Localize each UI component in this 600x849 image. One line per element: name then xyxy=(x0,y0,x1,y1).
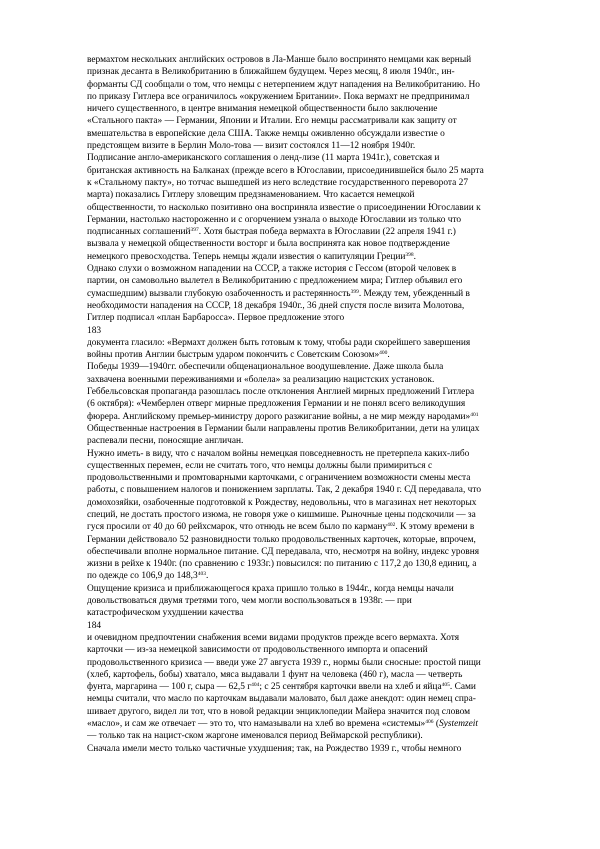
line-text: признак десанта в Великобританию в ближайшем будущем. Через месяц, 8 июля 1940г., ин- xyxy=(87,67,455,78)
text-line xyxy=(87,730,519,742)
line-text: общественности, то насколько позитивно она восприняла известие о присоединении Югославии к xyxy=(87,202,481,213)
text-line xyxy=(87,681,519,693)
footnote-ref: 399 xyxy=(350,288,359,295)
line-text: вмешательства в европейские дела США. Также немцы оживленно обсуждали известие о xyxy=(87,128,445,139)
text-line xyxy=(87,423,519,435)
text-line xyxy=(87,743,519,755)
text-line xyxy=(87,460,519,472)
text-line xyxy=(87,484,519,496)
text-line xyxy=(87,644,519,656)
footnote-ref: 405 xyxy=(441,682,450,689)
line-text: (6 октября): «Чемберлен отверг мирные предложения Германии и не понял всего великодушия xyxy=(87,399,466,410)
line-text: . xyxy=(205,571,209,582)
line-text: Ощущение кризиса и приближающегося краха пришло только в 1944г., когда немцы начали xyxy=(87,583,454,594)
line-text: ( xyxy=(433,719,439,730)
text-line xyxy=(87,448,519,460)
text-line xyxy=(87,214,519,226)
line-text: Гитлер подписал «план Барбаросса». Первое предложение этого xyxy=(87,313,345,324)
text-line xyxy=(87,226,519,238)
line-text: британская активность на Балканах (прежде всего в Югославии, присоединившейся было 25 марта xyxy=(87,165,484,176)
line-text: Победы 1939—1940гг. обеспечили общенациональное воодушевление. Даже школа была xyxy=(87,362,444,373)
footnote-ref: 402 xyxy=(387,522,396,529)
line-text: . Между тем, убежденный в xyxy=(358,288,470,299)
line-text: необходимости нападения на СССР, 18 декабря 1940г., 36 дней спустя после визита Молотова, xyxy=(87,300,465,311)
footnote-ref: 400 xyxy=(379,350,388,357)
text-line xyxy=(87,263,519,275)
text-line xyxy=(87,583,519,595)
text-line xyxy=(87,91,519,103)
text-line xyxy=(87,632,519,644)
text-line xyxy=(87,152,519,164)
text-line xyxy=(87,54,519,66)
line-text: Геббельсовская пропаганда разошлась после отклонения Англией мирных предложений Гитлера xyxy=(87,387,475,398)
page-number xyxy=(87,325,519,337)
footnote-ref: 406 xyxy=(425,719,434,726)
line-text: марта) показались Гитлеру зловещим предзнаменованием. Что касается немецкой xyxy=(87,190,415,201)
text-line xyxy=(87,238,519,250)
text-line xyxy=(87,361,519,373)
line-text: шивает другого, видел ли тот, что в новой редакции энциклопедии Майера значится под словом xyxy=(87,706,471,717)
line-text: — только так на нацист-ском жаргоне именовался период Веймарской республики). xyxy=(87,731,423,742)
text-line xyxy=(87,657,519,669)
line-text: . xyxy=(387,350,390,361)
line-text: существенных перемен, если не считать того, что немцы должны были примириться с xyxy=(87,460,433,471)
line-text: Германии, настолько настороженно и с огорчением узнала о выходе Югославии из только что xyxy=(87,214,462,225)
line-text: 183 xyxy=(87,325,102,336)
text-line xyxy=(87,706,519,718)
footnote-ref: 397 xyxy=(190,227,199,234)
line-text: Общественные настроения в Германии были направлены против Великобритании, дети на улицах xyxy=(87,423,480,434)
text-line xyxy=(87,337,519,349)
text-line xyxy=(87,472,519,484)
line-text: довольствоваться двумя третями того, чем могли воспользоваться в 1938г. — при xyxy=(87,596,412,607)
line-text: продовольственного кризиса — введи уже 27 августа 1939 г., нормы были сносные: простой пищи xyxy=(87,657,481,668)
line-text: к «Стальному пакту», но тотчас вышедшей из него вследствие государственного переворота 27 xyxy=(87,177,469,188)
text-line xyxy=(87,497,519,509)
text-line xyxy=(87,288,519,300)
line-text: продовольственными и промтоварными карточками, с ограничением возможности смены места xyxy=(87,473,471,484)
text-line xyxy=(87,386,519,398)
line-text: предстоящем визите в Берлин Моло-това — визит состоялся 11—12 ноября 1940г. xyxy=(87,141,416,152)
line-text: Германии действовало 52 разновидности только продовольственных карточек, которые, впрочем, xyxy=(87,534,476,545)
line-text: фунта, маргарина — 100 г, сыра — 62,5 г xyxy=(87,682,252,693)
line-text: работы, с повышением налогов и понижением зарплаты. Так, 2 декабря 1940 г. СД передавала, что xyxy=(87,485,482,496)
line-text: документа гласило: «Вермахт должен быть готовым к тому, чтобы ради скорейшего завершения xyxy=(87,337,471,348)
line-text: домохозяйки, озабоченные подготовкой к Рождеству, недовольны, что в магазинах нет некоторых xyxy=(87,497,477,508)
footnote-ref: 404 xyxy=(251,682,260,689)
text-line xyxy=(87,411,519,423)
line-text: подписанных соглашений xyxy=(87,227,191,238)
text-line xyxy=(87,398,519,410)
line-text: Нужно иметь- в виду, что с началом войны немецкая повседневность не претерпела каких-либо xyxy=(87,448,470,459)
text-line xyxy=(87,300,519,312)
line-text: обеспечивали вполне нормальное питание. СД передавала, что, несмотря на войну, индекс уровня xyxy=(87,546,480,557)
text-line xyxy=(87,312,519,324)
text-line xyxy=(87,349,519,361)
line-text: фюрера. Английскому премьер-министру дорого разжигание войны, а не мир между народами» xyxy=(87,411,471,422)
footnote-ref: 401 xyxy=(470,411,479,418)
line-text: форманты СД сообщали о том, что немцы с нетерпением ждут нападения на Великобританию. Но xyxy=(87,79,480,90)
page-number xyxy=(87,620,519,632)
text-line xyxy=(87,669,519,681)
line-text: специй, не достать простого изюма, не говоря уже о кишмише. Рыночные цены подскочили — за xyxy=(87,509,476,520)
line-text: жизни в рейхе к 1940г. (по сравнению с 1933г.) повысился: по питанию с 117,2 до 130,8 единиц, а xyxy=(87,559,477,570)
line-text: гуся просили от 40 до 60 рейхсмарок, что отнюдь не всем было по карману xyxy=(87,522,388,533)
line-text: «масло», и сам же отвечает — это то, что намазывали на хлеб во времена «системы» xyxy=(87,719,426,730)
text-line xyxy=(87,177,519,189)
text-line xyxy=(87,66,519,78)
document-page xyxy=(87,54,519,755)
line-text: ; с 25 сентября карточки ввели на хлеб и яйца xyxy=(259,682,442,693)
text-line xyxy=(87,558,519,570)
text-line xyxy=(87,570,519,582)
line-text: 184 xyxy=(87,620,102,631)
line-text: карточки — из-за немецкой зависимости от продовольственного импорта и опасений xyxy=(87,645,428,656)
line-text: (хлеб, картофель, бобы) хватало, мяса выдавали 1 фунт на человека (460 г), масла — четверть xyxy=(87,669,463,680)
line-text: вызвала у немецкой общественности восторг и была воспринята как новое подтверждение xyxy=(87,239,450,250)
text-line xyxy=(87,374,519,386)
footnote-ref: 403 xyxy=(197,571,206,578)
text-line xyxy=(87,546,519,558)
italic-term: Systemzeit xyxy=(438,719,479,730)
line-text: . Хотя быстрая победа вермахта в Югославии (22 апреля 1941 г.) xyxy=(198,227,456,238)
line-text: Подписание англо-американского соглашения о ленд-лизе (11 марта 1941г.), советская и xyxy=(87,153,440,164)
line-text: распевали песни, поносящие англичан. xyxy=(87,436,244,447)
line-text: захвачена военными переживаниями и «болела» за реализацию нацистских установок. xyxy=(87,374,435,385)
text-line xyxy=(87,165,519,177)
text-line xyxy=(87,115,519,127)
text-line xyxy=(87,595,519,607)
line-text: . xyxy=(413,251,417,262)
text-line xyxy=(87,275,519,287)
line-text: . К этому времени в xyxy=(395,522,475,533)
text-line xyxy=(87,79,519,91)
text-line xyxy=(87,202,519,214)
footnote-ref: 398 xyxy=(405,251,414,258)
line-text: Однако слухи о возможном нападении на СССР, а также история с Гессом (второй человек в xyxy=(87,264,457,275)
text-line xyxy=(87,103,519,115)
text-line xyxy=(87,128,519,140)
text-line xyxy=(87,189,519,201)
line-text: по приказу Гитлера все ограничилось «окружением Британии». Пока вермахт не предпринимал xyxy=(87,91,470,102)
text-line xyxy=(87,718,519,730)
text-line xyxy=(87,251,519,263)
text-line xyxy=(87,693,519,705)
line-text: сумасшедшим) вызвали глубокую озабоченность и растерянность xyxy=(87,288,351,299)
text-line xyxy=(87,435,519,447)
line-text: партии, он самовольно вылетел в Великобританию с предложением мира; Гитлер объявил его xyxy=(87,276,463,287)
line-text: «Стального пакта» — Германии, Японии и Италии. Его немцы рассматривали как защиту от xyxy=(87,116,457,127)
text-line xyxy=(87,534,519,546)
text-line xyxy=(87,607,519,619)
text-line xyxy=(87,140,519,152)
line-text: войны против Англии быстрым ударом покончить с Советским Союзом» xyxy=(87,350,380,361)
line-text: вермахтом нескольких английских островов в Ла-Манше было воспринято немцами как верный xyxy=(87,55,472,65)
line-text: катастрофическом ухудшении качества xyxy=(87,608,244,619)
line-text: по одежде со 106,9 до 148,3 xyxy=(87,571,198,582)
line-text: немецкого превосходства. Теперь немцы ждали известия о капитуляции Греции xyxy=(87,251,406,262)
line-text: Сначала имели место только частичные ухудшения; так, на Рождество 1939 г., чтобы немного xyxy=(87,743,462,754)
line-text: ничего существенного, в центре внимания немецкой общественности было заключение xyxy=(87,104,438,115)
line-text: и очевидном предпочтении снабжения всеми видами продуктов прежде всего вермахта. Хотя xyxy=(87,632,460,643)
line-text: немцы считали, что масло по карточкам выдавали маловато, был даже анекдот: один немец спра- xyxy=(87,694,476,705)
text-line xyxy=(87,509,519,521)
line-text: . Сами xyxy=(449,682,476,693)
text-line xyxy=(87,521,519,533)
